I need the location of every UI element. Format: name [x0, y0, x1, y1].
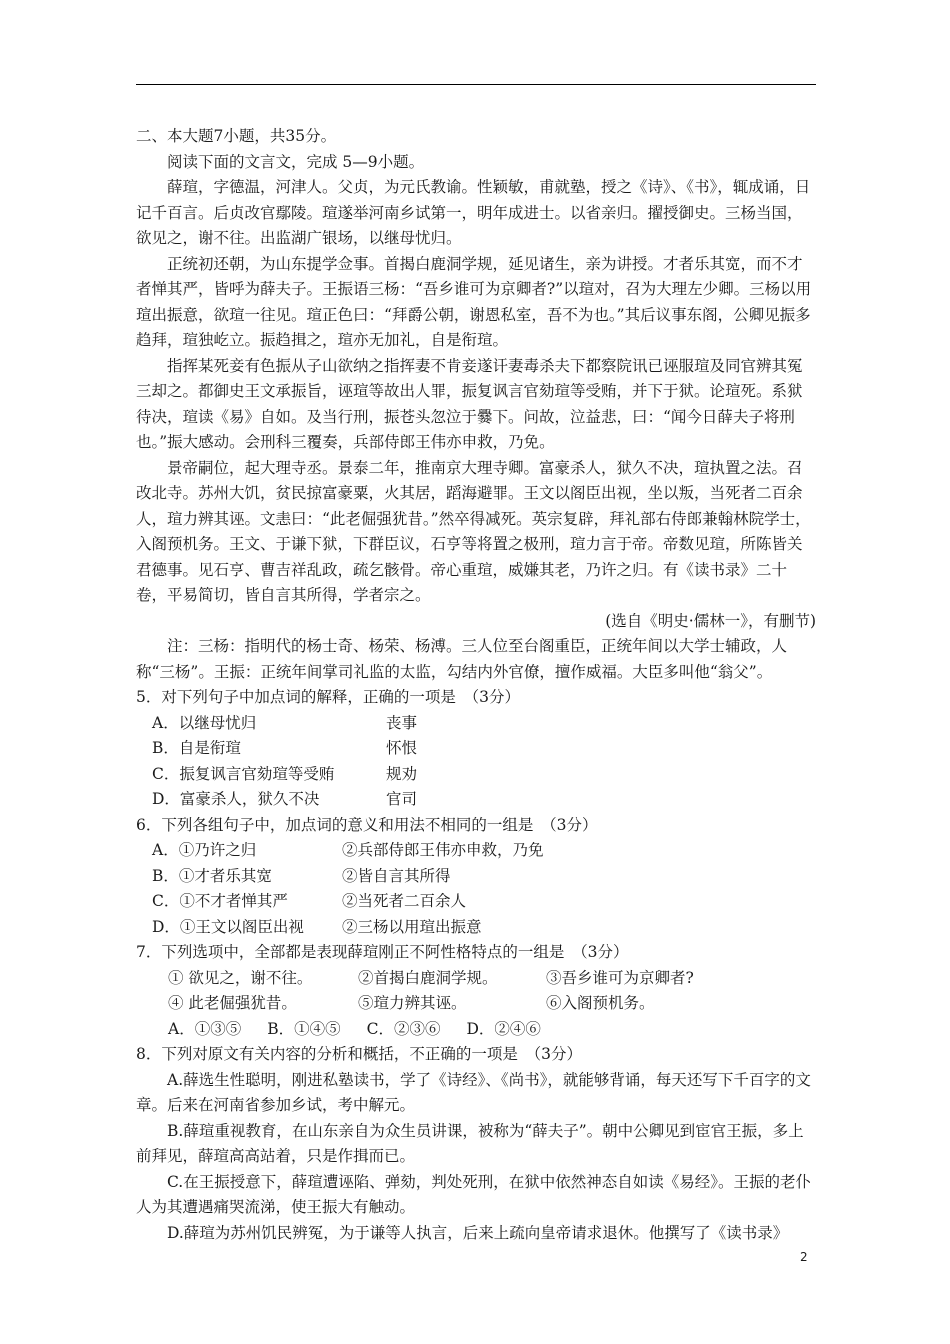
- question-5-options: [136, 711, 816, 813]
- q5-option-a-gloss: 丧事: [386, 713, 418, 732]
- q7-answer-a: A．①③⑤: [168, 1019, 242, 1038]
- q6-option-b-1: B．①才者乐其宽: [152, 866, 272, 885]
- q6-option-b-2: ②皆自言其所得: [342, 866, 451, 885]
- q8-option-b: B.薛瑄重视教育，在山东亲自为众生员讲课，被称为“薛夫子”。朝中公卿见到宦官王振，多上前拜见，薛瑄高高站着，只是作揖而已。: [136, 1121, 804, 1165]
- q6-option-c-1: C．①不才者惮其严: [152, 892, 288, 910]
- q5-option-a: A．以继母忧归: [152, 713, 257, 732]
- question-6-options: [136, 838, 816, 940]
- q7-item-4: ④ 此老倔强犹昔。: [168, 994, 297, 1012]
- q5-option-d: D．富豪杀人，狱久不决: [152, 790, 320, 808]
- q5-option-d-gloss: 官司: [386, 790, 418, 808]
- document-body: [136, 124, 816, 1246]
- passage-paragraph-1: 薛瑄，字德温，河津人。父贞，为元氏教谕。性颖敏，甫就塾，授之《诗》、《书》，辄成诵，日记千百言。后贞改官鄢陵。瑄遂举河南乡试第一，明年成进士。以省亲归。擢授御史。三杨当国，欲见之，谢不往。出监湖广银场，以继母忧归。: [136, 178, 811, 247]
- q5-option-b: B．自是衔瑄: [152, 739, 241, 757]
- q8-option-c: C.在王振授意下，薛瑄遭诬陷、弹劾，判处死刑，在狱中依然神态自如读《易经》。王振的老仆人为其遭遇痛哭流涕，使王振大有触动。: [136, 1172, 811, 1216]
- header-rule: [136, 84, 816, 85]
- q7-item-2: ②首揭白鹿洞学规。: [358, 968, 498, 987]
- question-5-stem: 5．对下列句子中加点词的解释，正确的一项是 （3分）: [136, 688, 520, 706]
- question-6-stem: 6．下列各组句子中，加点词的意义和用法不相同的一组是 （3分）: [136, 815, 598, 834]
- page-number: 2: [800, 1250, 808, 1264]
- annotation-note: 注：三杨：指明代的杨士奇、杨荣、杨溥。三人位至台阁重臣，正统年间以大学士辅政，人称“三杨”。王振：正统年间掌司礼监的太监，勾结内外官僚，擅作威福。大臣多叫他“翁父”。: [136, 637, 788, 681]
- section-heading: 二、本大题7小题，共35分。: [136, 127, 337, 145]
- q6-option-d-1: D．①王文以阁臣出视: [152, 917, 304, 936]
- q7-item-6: ⑥入阁预机务。: [546, 994, 655, 1012]
- instruction: 阅读下面的文言文，完成 5—9小题。: [167, 152, 425, 171]
- q7-item-3: ③吾乡谁可为京卿者?: [546, 968, 694, 987]
- question-7-answers: [136, 1017, 816, 1043]
- q5-option-c: C．振复讽言官劾瑄等受贿: [152, 764, 335, 783]
- q6-option-a-1: A．①乃许之归: [152, 841, 257, 859]
- q7-answer-d: D．②④⑥: [466, 1019, 541, 1038]
- passage-paragraph-4: 景帝嗣位，起大理寺丞。景泰二年，推南京大理寺卿。富豪杀人，狱久不决，瑄执置之法。召改北寺。苏州大饥，贫民掠富豪粟，火其居，蹈海避罪。王文以阁臣出视，坐以叛，当死者二百余人，瑄力辨其诬。文恚曰：“此老倔强犹昔。”然卒得减死。英宗复辟，拜礼部右侍郎兼翰林院学士，入阁预机务。王文、于谦下狱，下群臣议，石亨等将置之极刑，瑄力言于帝。帝数见瑄，所陈皆关君德事。见石亨、曹吉祥乱政，疏乞骸骨。帝心重瑄，威嫌其老，乃许之归。有《读书录》二十卷，平易简切，皆自言其所得，学者宗之。: [136, 458, 811, 604]
- question-7-stem: 7．下列选项中，全部都是表现薛瑄刚正不阿性格特点的一组是 （3分）: [136, 943, 629, 961]
- source-citation: (选自《明史·儒林一》，有删节): [605, 611, 816, 630]
- passage-paragraph-2: 正统初还朝，为山东提学佥事。首揭白鹿洞学规，延见诸生，亲为讲授。才者乐其宽，而不才者惮其严，皆呼为薛夫子。王振语三杨：“吾乡谁可为京卿者?”以瑄对，召为大理左少卿。三杨以用瑄出振意，欲瑄一往见。瑄正色曰：“拜爵公朝，谢恩私室，吾不为也。”其后议事东阁，公卿见振多趋拜，瑄独屹立。振趋揖之，瑄亦无加礼，自是衔瑄。: [136, 254, 812, 349]
- q5-option-c-gloss: 规劝: [386, 764, 418, 783]
- q7-answer-c: C．②③⑥: [366, 1019, 441, 1038]
- q6-option-c-2: ②当死者二百余人: [342, 892, 467, 910]
- passage-paragraph-3: 指挥某死妾有色振从子山欲纳之指挥妻不肯妾遂讦妻毒杀夫下都察院讯已诬服瑄及同官辨其冤三却之。都御史王文承振旨，诬瑄等故出人罪，振复讽言官劾瑄等受贿，并下于狱。论瑄死。系狱待决，瑄读《易》自如。及当行刑，振苍头忽泣于爨下。问故，泣益悲，曰：“闻今日薛夫子将刑也。”振大感动。会刑科三覆奏，兵部侍郎王伟亦申救，乃免。: [136, 356, 803, 451]
- q6-option-a-2: ②兵部侍郎王伟亦申救，乃免: [342, 841, 544, 859]
- q7-item-5: ⑤瑄力辨其诬。: [358, 994, 467, 1012]
- q6-option-d-2: ②三杨以用瑄出振意: [342, 917, 482, 936]
- q8-option-a: A.薛选生性聪明，刚进私塾读书，学了《诗经》、《尚书》，就能够背诵，每天还写下千百字的文章。后来在河南省参加乡试，考中解元。: [136, 1070, 811, 1114]
- q8-option-d: D.薛瑄为苏州饥民辨冤，为于谦等人执言，后来上疏向皇帝请求退休。他撰写了《读书录》: [167, 1223, 789, 1242]
- q7-answer-b: B．①④⑤: [267, 1019, 341, 1038]
- question-7-items: [136, 966, 816, 1017]
- q7-item-1: ① 欲见之，谢不往。: [168, 968, 313, 987]
- question-8-stem: 8．下列对原文有关内容的分析和概括，不正确的一项是 （3分）: [136, 1045, 582, 1063]
- q5-option-b-gloss: 怀恨: [386, 739, 418, 757]
